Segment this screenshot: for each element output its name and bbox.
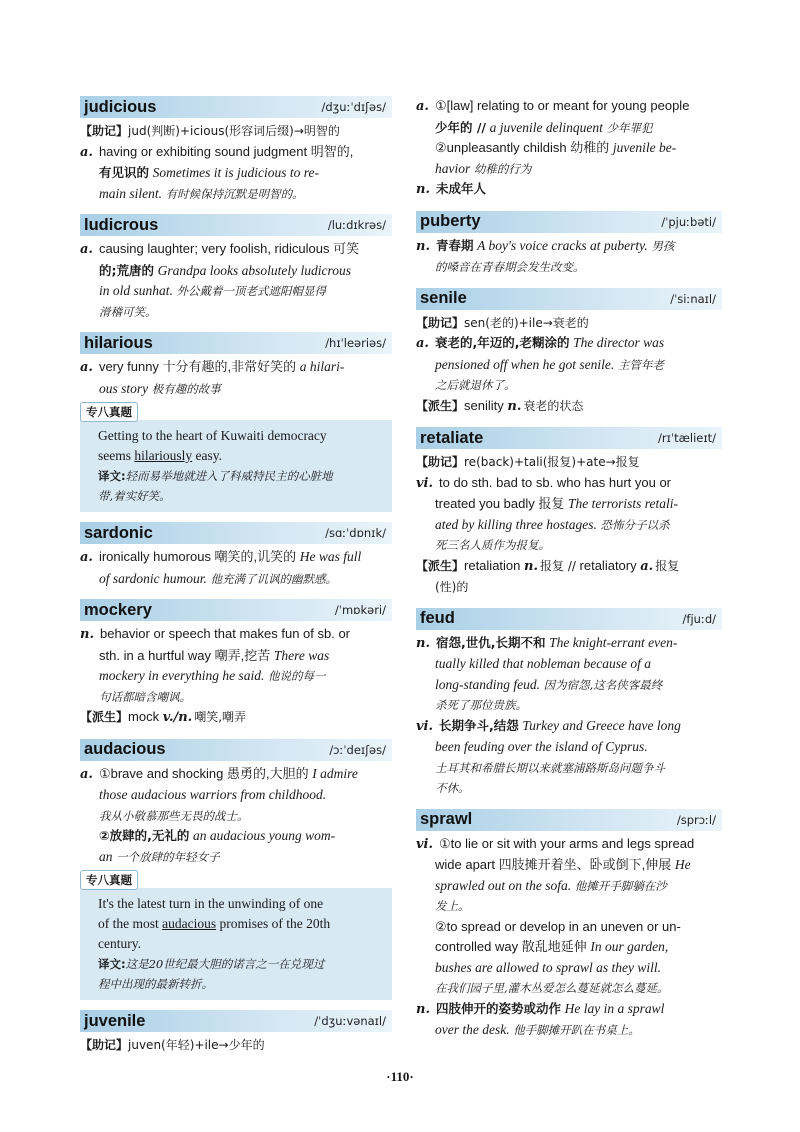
entry-hilarious: [80, 332, 392, 512]
entry-juvenile-head: [80, 1010, 392, 1056]
mnemonic-tag: 【助记】: [80, 1038, 129, 1052]
example-translation: 杀死了那位贵族。: [435, 698, 527, 712]
entry-senile: [416, 288, 722, 418]
headword: ludicrous: [84, 215, 159, 234]
definition-cn: 宿怨,世仇,长期不和: [435, 634, 546, 650]
definition: having or exhibiting sound judgment 明智的,: [98, 143, 354, 159]
derivative-tag: 【派生】: [416, 558, 465, 573]
example-translation: 我从小敬慕那些无畏的战士。: [99, 808, 249, 823]
headword-bar: [416, 809, 722, 831]
example: long-standing feud.: [435, 676, 540, 692]
example-translation: 少年罪犯: [606, 120, 653, 135]
example: He was full: [299, 549, 362, 564]
derivative-word: senility: [464, 397, 504, 413]
phonetic: /ˈsiːnaɪl/: [670, 291, 716, 306]
derivative-pos: n.: [524, 558, 538, 574]
headword: feud: [420, 609, 455, 627]
example: in old sunhat.: [99, 283, 173, 298]
exam-translation: 带,着实好笑。: [98, 489, 171, 503]
exam-sentence: of the most: [98, 916, 163, 931]
exam-sentence: easy.: [192, 448, 222, 463]
definition: ①[law] relating to or meant for young people: [434, 98, 690, 113]
definition: to do sth. bad to sb. who has hurt you or: [439, 474, 672, 490]
page-number: ·110·: [386, 1069, 414, 1084]
translation-tag: 译文:: [98, 957, 126, 971]
left-column: [80, 96, 392, 1066]
definition: wide apart 四肢摊开着坐、卧或倒下,伸展: [435, 857, 672, 872]
headword: juvenile: [84, 1011, 146, 1030]
definition: sth. in a hurtful way 嘲弄,挖苦: [99, 647, 271, 663]
headword-bar: [80, 96, 392, 118]
headword-bar: [80, 599, 392, 621]
entry-mockery: [80, 599, 392, 729]
exam-translation: 轻而易举地就进入了科威特民主的心脏地: [125, 469, 333, 483]
exam-box: [80, 888, 392, 1000]
mnemonic: sen(老的)+ile→衰老的: [464, 315, 589, 330]
exam-sentence: Getting to the heart of Kuwaiti democracy: [98, 428, 327, 443]
definition-cn: 有见识的: [99, 165, 150, 180]
definition-cn: 青春期: [435, 237, 474, 253]
entry-ludicrous: [80, 214, 392, 322]
headword-bar: [80, 739, 392, 761]
example: those audacious warriors from childhood.: [99, 787, 327, 802]
entry-judicious: [80, 96, 392, 204]
exam-translation: 程中出现的最新转折。: [98, 977, 213, 991]
headword-bar: [80, 332, 392, 354]
part-of-speech: a.: [416, 336, 429, 351]
derivative-pos: n.: [507, 398, 522, 414]
example: an: [99, 848, 113, 864]
definition-cn: 衰老的,年迈的,老糊涂的: [434, 335, 570, 350]
definition: ironically humorous 嘲笑的,讥笑的: [98, 549, 297, 564]
example: I admire: [312, 765, 358, 781]
example: ous story: [99, 380, 149, 396]
example: Grandpa looks absolutely ludicrous: [157, 262, 351, 278]
phonetic: /ɔːˈdeɪʃəs/: [329, 742, 386, 757]
part-of-speech: n.: [80, 627, 94, 642]
example: been feuding over the island of Cyprus.: [435, 739, 648, 754]
definition-cn: 少年的 //: [435, 119, 486, 135]
derivative-word: retaliation: [464, 557, 521, 573]
definition: controlled way 散乱地延伸: [435, 939, 587, 954]
example: of sardonic humour.: [99, 570, 207, 586]
entry-sardonic: [80, 522, 392, 589]
phonetic: /sɑːˈdɒnɪk/: [325, 526, 386, 540]
example-translation: 因为宿怨,这名侠客最终: [543, 677, 663, 692]
example: He: [674, 857, 691, 872]
definition-cn: ②放肆的,无礼的: [99, 828, 190, 843]
headword: sprawl: [420, 810, 473, 828]
exam-keyword: hilariously: [134, 448, 193, 463]
part-of-speech: vi.: [416, 718, 434, 734]
definition: ②to spread or develop in an uneven or un-: [435, 918, 681, 934]
example: There was: [273, 647, 330, 663]
example-translation: 的嗓音在青春期会发生改变。: [435, 260, 585, 274]
derivative-pos: v./n.: [162, 710, 193, 725]
part-of-speech: n.: [416, 238, 430, 254]
example: havior: [435, 160, 471, 176]
exam-box: [80, 420, 392, 512]
exam-translation: 这是20世纪最大胆的诺言之一在兑现过: [125, 957, 325, 971]
headword-bar: [80, 214, 392, 236]
headword: retaliate: [420, 428, 484, 447]
definition: behavior or speech that makes fun of sb. or: [99, 626, 351, 641]
derivative-meaning: 衰老的状态: [523, 398, 584, 413]
example-translation: 有时候保持沉默是明智的。: [165, 186, 304, 201]
mnemonic: jud(判断)+icious(形容词后缀)→明智的: [128, 124, 340, 138]
example: Sometimes it is judicious to re-: [152, 165, 319, 180]
part-of-speech: a.: [80, 144, 93, 160]
headword-bar: [80, 1010, 392, 1032]
headword: mockery: [84, 600, 152, 619]
derivative-pos: a.: [640, 558, 654, 574]
exam-sentence: promises of the 20th: [216, 916, 331, 931]
definition: causing laughter; very foolish, ridiculous 可笑: [98, 241, 360, 256]
example-translation: 幼稚的行为: [473, 161, 532, 176]
example-translation: 主管年老: [617, 357, 664, 372]
example-translation: 他摊开手脚躺在沙: [574, 878, 667, 893]
entry-retaliate: [416, 427, 722, 598]
example: Turkey and Greece have long: [522, 717, 681, 733]
derivative-word: mock: [128, 709, 160, 724]
example-translation: 滑稽可笑。: [99, 304, 157, 319]
phonetic: /sprɔːl/: [676, 812, 716, 827]
part-of-speech: vi.: [416, 475, 434, 491]
example: tually killed that nobleman because of a: [435, 656, 651, 671]
headword: judicious: [84, 97, 157, 116]
example: juvenile be-: [612, 140, 677, 155]
example-translation: 一个放肆的年轻女子: [116, 849, 220, 864]
example-translation: 死三名人质作为报复。: [435, 538, 550, 552]
example-translation: 恐怖分子以杀: [600, 517, 670, 532]
part-of-speech: a.: [416, 99, 429, 114]
definition-cn: 长期争斗,结怨: [439, 717, 519, 733]
example-translation: 他手脚摊开趴在书桌上。: [513, 1023, 640, 1037]
exam-sentence: It's the latest turn in the unwinding of one: [98, 896, 324, 911]
exam-sentence: seems: [98, 448, 135, 463]
exam-keyword: audacious: [162, 916, 217, 931]
example-translation: 之后就退休了。: [435, 378, 516, 392]
headword: senile: [420, 289, 467, 307]
entry-feud: [416, 608, 722, 799]
phonetic: /ˈmɒkəri/: [334, 603, 386, 617]
part-of-speech: n.: [416, 635, 430, 651]
definition: ②unpleasantly childish 幼稚的: [435, 140, 610, 155]
phonetic: /rɪˈtælieɪt/: [658, 431, 716, 445]
example: He lay in a sprawl: [564, 1000, 665, 1016]
right-column: [416, 96, 722, 1051]
entry-audacious: [80, 739, 392, 1001]
definition-cn: 未成年人: [435, 181, 486, 196]
derivative-meaning: 报复: [655, 558, 680, 573]
example-translation: 男孩: [651, 238, 675, 253]
headword: puberty: [420, 212, 481, 230]
part-of-speech: a.: [80, 242, 93, 257]
derivative-meaning: (性)的: [435, 580, 469, 594]
example: an audacious young wom-: [192, 828, 336, 843]
translation-tag: 译文:: [98, 469, 126, 483]
part-of-speech: vi.: [416, 836, 434, 852]
derivative-tag: 【派生】: [80, 710, 129, 724]
exam-label: 专八真题: [80, 402, 138, 422]
definition-cn: 的;荒唐的: [99, 262, 154, 278]
headword-bar: [416, 288, 722, 310]
part-of-speech: n.: [416, 182, 430, 197]
mnemonic-tag: 【助记】: [416, 455, 465, 469]
mnemonic: juven(年轻)+ile→少年的: [128, 1038, 265, 1052]
headword: audacious: [84, 740, 166, 758]
example: pensioned off when he got senile.: [435, 356, 615, 372]
mnemonic-tag: 【助记】: [80, 124, 129, 138]
example-translation: 句话都暗含嘲讽。: [99, 689, 191, 704]
derivative-meaning: 嘲笑,嘲弄: [194, 710, 247, 724]
example-translation: 在我们园子里,灌木丛爱怎么蔓延就怎么蔓延。: [435, 981, 669, 995]
example: sprawled out on the sofa.: [435, 877, 572, 893]
phonetic: /fjuːd/: [682, 611, 716, 626]
headword: sardonic: [84, 523, 153, 542]
example: A boy's voice cracks at puberty.: [477, 237, 648, 253]
entry-puberty: [416, 211, 722, 278]
headword-bar: [416, 427, 722, 449]
phonetic: /ˈpjuːbəti/: [661, 214, 716, 229]
part-of-speech: n.: [416, 1001, 430, 1017]
part-of-speech: a.: [80, 766, 93, 782]
example: main silent.: [99, 185, 162, 201]
definition-cn: 四肢伸开的姿势或动作: [435, 1000, 561, 1016]
example: over the desk.: [435, 1022, 510, 1037]
example: The director was: [573, 335, 665, 350]
headword-bar: [416, 608, 722, 630]
mnemonic-tag: 【助记】: [416, 315, 465, 330]
example-translation: 不休。: [435, 781, 470, 795]
example: In our garden,: [590, 939, 669, 954]
example-translation: 极有趣的故事: [151, 381, 221, 396]
entry-sprawl: [416, 809, 722, 1041]
example: a juvenile delinquent: [489, 119, 603, 135]
example-translation: 发上。: [435, 899, 470, 913]
phonetic: /hɪˈleəriəs/: [325, 336, 386, 350]
part-of-speech: a.: [80, 360, 93, 375]
entry-juvenile-continued: [416, 96, 722, 201]
definition: treated you badly 报复: [435, 496, 565, 511]
example: The terrorists retali-: [567, 496, 678, 511]
headword: hilarious: [84, 333, 153, 352]
example: The knight-errant even-: [549, 634, 678, 650]
example: a hilari-: [299, 359, 345, 374]
definition: ①brave and shocking 愚勇的,大胆的: [98, 765, 309, 781]
exam-label: 专八真题: [80, 870, 138, 890]
example: ated by killing three hostages.: [435, 516, 597, 532]
mnemonic: re(back)+tali(报复)+ate→报复: [464, 455, 640, 469]
derivative-word: retaliatory: [579, 557, 637, 573]
derivative-tag: 【派生】: [416, 398, 465, 413]
example: bushes are allowed to sprawl as they will.: [435, 959, 661, 975]
example-translation: 他说的每一: [267, 669, 326, 683]
phonetic: /luːdɪkrəs/: [327, 218, 386, 232]
example-translation: 土耳其和希腊长期以来就塞浦路斯岛问题争斗: [435, 760, 665, 775]
phonetic: /dʒuːˈdɪʃəs/: [321, 100, 386, 114]
phonetic: /ˈdʒuːvənaɪl/: [314, 1014, 386, 1028]
example-translation: 他充满了讥讽的幽默感。: [210, 571, 338, 586]
part-of-speech: a.: [80, 550, 93, 565]
example: mockery in everything he said.: [99, 668, 265, 683]
exam-sentence: century.: [98, 936, 141, 951]
definition: very funny 十分有趣的,非常好笑的: [98, 359, 297, 374]
derivative-meaning: 报复 //: [540, 558, 576, 573]
headword-bar: [80, 522, 392, 544]
definition: ①to lie or sit with your arms and legs spread: [439, 835, 695, 851]
example-translation: 外公戴着一顶老式遮阳帽显得: [176, 284, 327, 298]
headword-bar: [416, 211, 722, 233]
